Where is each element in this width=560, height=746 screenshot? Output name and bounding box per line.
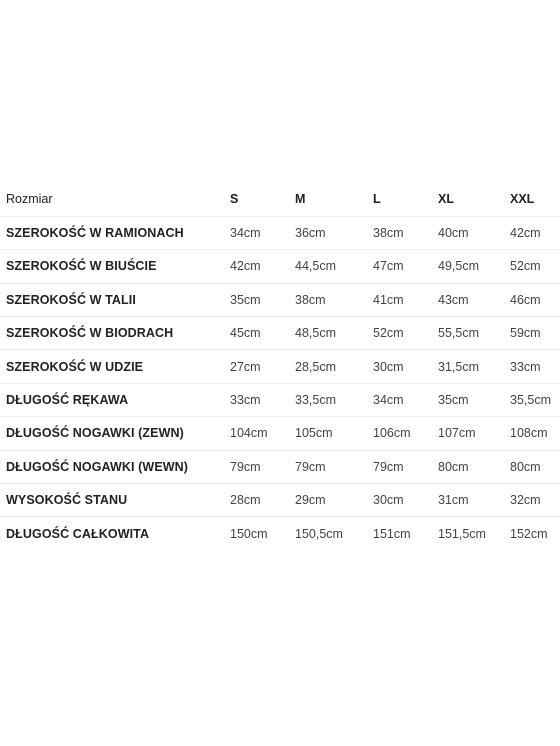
row-label: DŁUGOŚĆ CAŁKOWITA	[0, 517, 230, 550]
table-cell: 30cm	[373, 350, 438, 383]
row-label: WYSOKOŚĆ STANU	[0, 484, 230, 517]
table-cell: 52cm	[510, 250, 560, 283]
table-cell: 34cm	[373, 383, 438, 416]
table-cell: 45cm	[230, 317, 295, 350]
row-label: DŁUGOŚĆ NOGAWKI (WEWN)	[0, 450, 230, 483]
table-cell: 38cm	[295, 283, 373, 316]
table-cell: 28cm	[230, 484, 295, 517]
table-header-row	[0, 183, 560, 216]
table-cell: 79cm	[373, 450, 438, 483]
table-cell: 31,5cm	[438, 350, 510, 383]
table-cell: 151cm	[373, 517, 438, 550]
row-label: SZEROKOŚĆ W BIUŚCIE	[0, 250, 230, 283]
table-cell: 33cm	[510, 350, 560, 383]
table-cell: 38cm	[373, 216, 438, 249]
table-row	[0, 250, 560, 283]
table-cell: 44,5cm	[295, 250, 373, 283]
row-label: DŁUGOŚĆ NOGAWKI (ZEWN)	[0, 417, 230, 450]
table-cell: 29cm	[295, 484, 373, 517]
table-cell: 59cm	[510, 317, 560, 350]
table-cell: 35cm	[438, 383, 510, 416]
table-row	[0, 450, 560, 483]
table-cell: 41cm	[373, 283, 438, 316]
table-cell: 43cm	[438, 283, 510, 316]
header-size-l: L	[373, 192, 381, 207]
header-size-xxl: XXL	[510, 192, 535, 207]
row-label: SZEROKOŚĆ W TALII	[0, 283, 230, 316]
table-cell: 48,5cm	[295, 317, 373, 350]
table-row	[0, 317, 560, 350]
table-cell: 105cm	[295, 417, 373, 450]
row-label: SZEROKOŚĆ W UDZIE	[0, 350, 230, 383]
table-cell: 30cm	[373, 484, 438, 517]
table-row	[0, 283, 560, 316]
table-cell: 52cm	[373, 317, 438, 350]
row-label: SZEROKOŚĆ W RAMIONACH	[0, 216, 230, 249]
table-cell: 152cm	[510, 517, 560, 550]
table-cell: 31cm	[438, 484, 510, 517]
table-cell: 33,5cm	[295, 383, 373, 416]
table-row	[0, 417, 560, 450]
table-cell: 35,5cm	[510, 383, 560, 416]
header-size-xl: XL	[438, 192, 454, 207]
table-cell: 42cm	[510, 216, 560, 249]
row-label: SZEROKOŚĆ W BIODRACH	[0, 317, 230, 350]
table-cell: 27cm	[230, 350, 295, 383]
table-cell: 40cm	[438, 216, 510, 249]
table-cell: 34cm	[230, 216, 295, 249]
table-cell: 46cm	[510, 283, 560, 316]
table-cell: 150cm	[230, 517, 295, 550]
table-row	[0, 484, 560, 517]
row-label: DŁUGOŚĆ RĘKAWA	[0, 383, 230, 416]
table-cell: 104cm	[230, 417, 295, 450]
table-cell: 35cm	[230, 283, 295, 316]
table-row	[0, 350, 560, 383]
table-cell: 47cm	[373, 250, 438, 283]
table-cell: 28,5cm	[295, 350, 373, 383]
table-cell: 150,5cm	[295, 517, 373, 550]
table-cell: 32cm	[510, 484, 560, 517]
table-cell: 79cm	[230, 450, 295, 483]
table-cell: 42cm	[230, 250, 295, 283]
table-cell: 49,5cm	[438, 250, 510, 283]
size-chart-table	[0, 183, 560, 550]
table-cell: 151,5cm	[438, 517, 510, 550]
table-cell: 106cm	[373, 417, 438, 450]
header-size-m: M	[295, 192, 306, 207]
table-cell: 36cm	[295, 216, 373, 249]
header-size-s: S	[230, 192, 239, 207]
table-row	[0, 383, 560, 416]
table-row	[0, 517, 560, 550]
table-cell: 107cm	[438, 417, 510, 450]
table-cell: 55,5cm	[438, 317, 510, 350]
table-cell: 80cm	[438, 450, 510, 483]
table-cell: 80cm	[510, 450, 560, 483]
table-cell: 33cm	[230, 383, 295, 416]
table-row	[0, 216, 560, 249]
table-cell: 108cm	[510, 417, 560, 450]
table-cell: 79cm	[295, 450, 373, 483]
header-rozmiar: Rozmiar	[6, 192, 53, 207]
